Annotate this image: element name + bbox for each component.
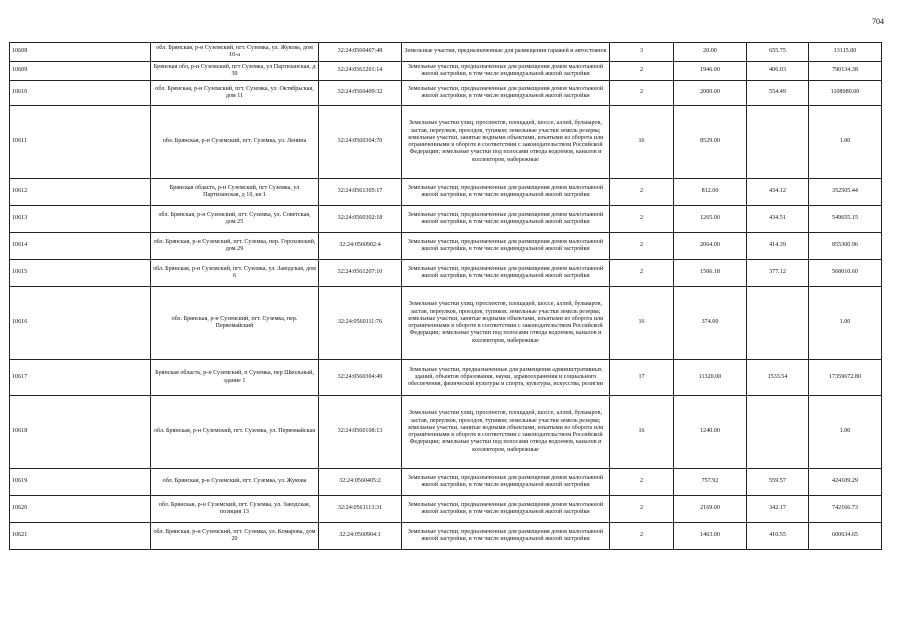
table-row [10, 233, 882, 260]
area-cell: 1463.00 [674, 523, 747, 550]
cadastral-value-cell: 600634.65 [809, 523, 882, 550]
land-use-cell: Земельные участки улиц, проспектов, площадей, шоссе, аллей, бульваров, застав, переулков, проездов, тупиков; земельные участки земель резерва; земельные участки, занятые водными объектами, изъятыми из оборота или ограниченными в обороте в соответствии с законодательством Российской Федерации; земельные участки под полосами отвода водоемов, каналов и коллекторов, набережные [402, 106, 610, 179]
cadastral-value-cell: 17359672.80 [809, 360, 882, 396]
cadastral-number-cell: 32:24:0560407:48 [319, 43, 402, 62]
area-cell: 374.00 [674, 287, 747, 360]
category-cell: 16 [610, 396, 674, 469]
category-cell: 2 [610, 179, 674, 206]
row-id-cell: 10612 [10, 179, 151, 206]
cadastral-number-cell: 32:24:0560108:13 [319, 396, 402, 469]
address-cell: обл. Брянская, р-н Суземский, пгт. Суземка, ул. Жукова, дом 10-а [151, 43, 319, 62]
specific-value-cell: 377.12 [747, 260, 809, 287]
category-cell: 2 [610, 62, 674, 81]
land-use-cell: Земельные участки, предназначенные для размещения гаражей и автостоянок [402, 43, 610, 62]
area-cell: 20.00 [674, 43, 747, 62]
row-id-cell: 10619 [10, 469, 151, 496]
address-cell: обл. Брянская, р-н Суземский, пгт. Суземка, ул. Комарова, дом 20 [151, 523, 319, 550]
table-row [10, 260, 882, 287]
land-use-cell: Земельные участки, предназначенные для размещения домов малоэтажной жилой застройки, в том числе индивидуальной жилой застройки [402, 62, 610, 81]
address-cell: Брянская обл, р-н Суземский, пгт Суземка, ул Партизанская, д 39 [151, 62, 319, 81]
cadastral-number-cell: 32:24:0561207:10 [319, 260, 402, 287]
cadastral-value-cell: 352505.44 [809, 179, 882, 206]
cadastral-number-cell: 32:24:0561113:31 [319, 496, 402, 523]
category-cell: 17 [610, 360, 674, 396]
specific-value-cell: 434.12 [747, 179, 809, 206]
cadastral-number-cell: 32:24:0560405:2 [319, 469, 402, 496]
specific-value-cell: 406.03 [747, 62, 809, 81]
cadastral-value-cell: 790134.38 [809, 62, 882, 81]
table-row [10, 396, 882, 469]
category-cell: 2 [610, 523, 674, 550]
table-row [10, 62, 882, 81]
land-use-cell: Земельные участки, предназначенные для размещения домов малоэтажной жилой застройки, в том числе индивидуальной жилой застройки [402, 523, 610, 550]
table-row [10, 360, 882, 396]
cadastral-number-cell: 32:24:0560304:49 [319, 360, 402, 396]
land-use-cell: Земельные участки улиц, проспектов, площадей, шоссе, аллей, бульваров, застав, переулков, проездов, тупиков; земельные участки земель резерва; земельные участки, занятые водными объектами, изъятыми из оборота или ограниченными в обороте в соответствии с законодательством Российской Федерации; земельные участки под полосами отвода водоемов, каналов и коллекторов, набережные [402, 287, 610, 360]
cadastral-value-cell: 1.00 [809, 106, 882, 179]
table-row [10, 81, 882, 106]
row-id-cell: 10617 [10, 360, 151, 396]
row-id-cell: 10614 [10, 233, 151, 260]
area-cell: 757.92 [674, 469, 747, 496]
row-id-cell: 10608 [10, 43, 151, 62]
table-row [10, 523, 882, 550]
address-cell: обл. Брянская, р-н Суземский, пгт. Суземка, ул. Жукова [151, 469, 319, 496]
cadastral-value-cell: 1108980.00 [809, 81, 882, 106]
table-row [10, 469, 882, 496]
land-use-cell: Земельные участки улиц, проспектов, площадей, шоссе, аллей, бульваров, застав, переулков, проездов, тупиков; земельные участки земель резерва; земельные участки, занятые водными объектами, изъятыми из оборота или ограниченными в обороте в соответствии с законодательством Российской Федерации; земельные участки под полосами отвода водоемов, каналов и коллекторов, набережные [402, 396, 610, 469]
table-row [10, 179, 882, 206]
category-cell: 2 [610, 496, 674, 523]
row-id-cell: 10613 [10, 206, 151, 233]
area-cell: 1240.00 [674, 396, 747, 469]
area-cell: 2064.00 [674, 233, 747, 260]
address-cell: Брянская область, р-н Суземский, п Суземка, пер Школьный, здание 1 [151, 360, 319, 396]
cadastral-value-cell: 424109.29 [809, 469, 882, 496]
area-cell: 2169.00 [674, 496, 747, 523]
cadastral-number-cell: 32:24:0560409:32 [319, 81, 402, 106]
table-row [10, 43, 882, 62]
specific-value-cell: 1533.54 [747, 360, 809, 396]
land-registry-table [9, 42, 882, 550]
specific-value-cell: 434.51 [747, 206, 809, 233]
address-cell: обл. Брянская, р-н Суземский, пгт. Суземка, ул. Октябрьская, дом 11 [151, 81, 319, 106]
specific-value-cell: 559.57 [747, 469, 809, 496]
land-use-cell: Земельные участки, предназначенные для размещения домов малоэтажной жилой застройки, в том числе индивидуальной жилой застройки [402, 469, 610, 496]
address-cell: обл. Брянская, р-н Суземский, пгт. Суземка, ул. Заводская, позиция 13 [151, 496, 319, 523]
address-cell: обл. Брянская, р-н Суземский, пгт. Суземка, ул. Первомайская [151, 396, 319, 469]
land-use-cell: Земельные участки, предназначенные для размещения домов малоэтажной жилой застройки, в том числе индивидуальной жилой застройки [402, 233, 610, 260]
area-cell: 1506.18 [674, 260, 747, 287]
row-id-cell: 10610 [10, 81, 151, 106]
specific-value-cell: 342.17 [747, 496, 809, 523]
cadastral-value-cell: 1.00 [809, 287, 882, 360]
cadastral-value-cell: 1.00 [809, 396, 882, 469]
cadastral-number-cell: 32:24:0561201:14 [319, 62, 402, 81]
category-cell: 2 [610, 81, 674, 106]
specific-value-cell [747, 396, 809, 469]
specific-value-cell: 655.75 [747, 43, 809, 62]
specific-value-cell: 410.55 [747, 523, 809, 550]
row-id-cell: 10611 [10, 106, 151, 179]
page-number: 704 [872, 17, 884, 26]
cadastral-number-cell: 32:24:0560111:76 [319, 287, 402, 360]
row-id-cell: 10615 [10, 260, 151, 287]
cadastral-value-cell: 13115.00 [809, 43, 882, 62]
address-cell: обл. Брянская, р-н Суземский, пгт. Суземка, пер. Первомайский [151, 287, 319, 360]
cadastral-number-cell: 32:24:0560902:4 [319, 233, 402, 260]
address-cell: обл. Брянская, р-н Суземский, пгт. Суземка, пер. Гороховский, дом 29 [151, 233, 319, 260]
table-row [10, 496, 882, 523]
land-use-cell: Земельные участки, предназначенные для размещения домов малоэтажной жилой застройки, в том числе индивидуальной жилой застройки [402, 206, 610, 233]
category-cell: 3 [610, 43, 674, 62]
row-id-cell: 10621 [10, 523, 151, 550]
cadastral-value-cell: 568010.60 [809, 260, 882, 287]
area-cell: 11320.00 [674, 360, 747, 396]
table-row [10, 106, 882, 179]
address-cell: обл. Брянская, р-н Суземский, пгт. Суземка, ул. Советская, дом 25 [151, 206, 319, 233]
land-use-cell: Земельные участки, предназначенные для размещения домов малоэтажной жилой застройки, в том числе индивидуальной жилой застройки [402, 496, 610, 523]
category-cell: 2 [610, 469, 674, 496]
address-cell: обл. Брянская, р-н Суземский, пгт. Суземка, ул. Ленина [151, 106, 319, 179]
row-id-cell: 10616 [10, 287, 151, 360]
specific-value-cell [747, 106, 809, 179]
cadastral-number-cell: 32:24:0560904:1 [319, 523, 402, 550]
cadastral-value-cell: 855300.96 [809, 233, 882, 260]
specific-value-cell: 414.39 [747, 233, 809, 260]
land-use-cell: Земельные участки, предназначенные для размещения административных зданий, объектов образования, науки, здравоохранения и социального обеспечения, физической культуры и спорта, культуры, искусства, религии [402, 360, 610, 396]
address-cell: Брянская область, р-н Суземский, пгт Суземка, ул Партизанская, д 10, кв 1 [151, 179, 319, 206]
cadastral-number-cell: 32:24:0560304:70 [319, 106, 402, 179]
area-cell: 2000.00 [674, 81, 747, 106]
specific-value-cell: 554.49 [747, 81, 809, 106]
specific-value-cell [747, 287, 809, 360]
row-id-cell: 10609 [10, 62, 151, 81]
cadastral-value-cell: 742166.73 [809, 496, 882, 523]
row-id-cell: 10620 [10, 496, 151, 523]
land-use-cell: Земельные участки, предназначенные для размещения домов малоэтажной жилой застройки, в том числе индивидуальной жилой застройки [402, 81, 610, 106]
category-cell: 2 [610, 260, 674, 287]
area-cell: 1265.00 [674, 206, 747, 233]
row-id-cell: 10618 [10, 396, 151, 469]
category-cell: 16 [610, 287, 674, 360]
category-cell: 2 [610, 206, 674, 233]
cadastral-number-cell: 32:24:0560302:18 [319, 206, 402, 233]
table-row [10, 206, 882, 233]
land-use-cell: Земельные участки, предназначенные для размещения домов малоэтажной жилой застройки, в том числе индивидуальной жилой застройки [402, 179, 610, 206]
table-row [10, 287, 882, 360]
area-cell: 8529.00 [674, 106, 747, 179]
cadastral-number-cell: 32:24:0561305:17 [319, 179, 402, 206]
area-cell: 1946.00 [674, 62, 747, 81]
cadastral-value-cell: 549655.15 [809, 206, 882, 233]
area-cell: 812.00 [674, 179, 747, 206]
category-cell: 2 [610, 233, 674, 260]
land-use-cell: Земельные участки, предназначенные для размещения домов малоэтажной жилой застройки, в том числе индивидуальной жилой застройки [402, 260, 610, 287]
address-cell: обл. Брянская, р-н Суземский, пгт. Суземка, ул. Заводская, дом 6 [151, 260, 319, 287]
category-cell: 16 [610, 106, 674, 179]
